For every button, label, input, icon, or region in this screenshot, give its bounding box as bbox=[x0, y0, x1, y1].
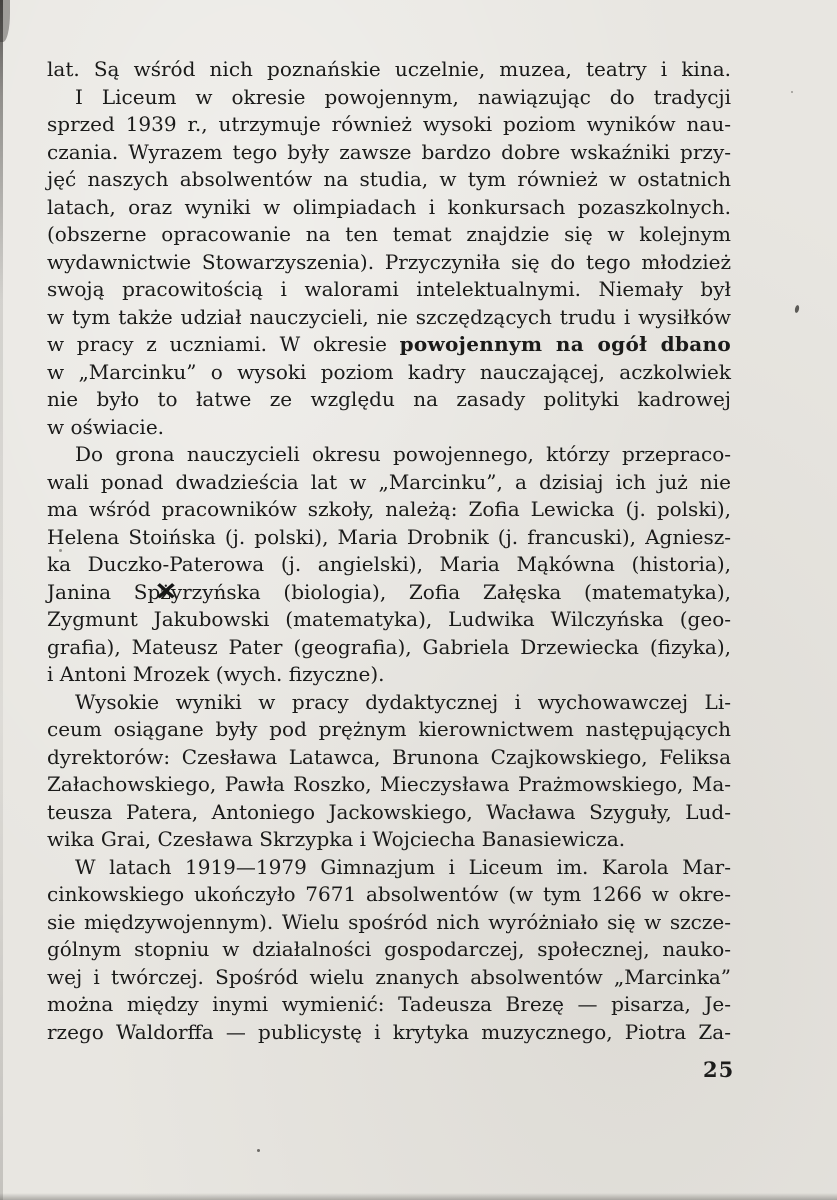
text-line: W latach 1919—1979 Gimnazjum i Liceum im. Karola Mar- bbox=[75, 854, 731, 879]
text-line: swoją pracowitością i walorami intelektualnymi. Niemały był bbox=[47, 277, 731, 301]
scan-edge-shadow-left bbox=[0, 0, 3, 1200]
text-line: wali ponad dwadzieścia lat w „Marcinku”, a dzisiaj ich już nie bbox=[47, 469, 731, 494]
text-line: Zygmunt Jakubowski (matematyka), Ludwika Wilczyńska (geo- bbox=[47, 607, 731, 631]
text-line: w tym także udział nauczycieli, nie szczędzących trudu i wysiłków bbox=[47, 304, 731, 329]
text-line: i Antoni Mrozek (wych. fizyczne). bbox=[47, 662, 385, 686]
scan-corner-smudge bbox=[0, 0, 10, 42]
text-line: teusza Patera, Antoniego Jackowskiego, Wacława Szyguły, Lud- bbox=[47, 799, 731, 824]
text-line: wej i twórczej. Spośród wielu znanych absolwentów „Marcinka” bbox=[47, 964, 731, 989]
text-line: ka Duczko-Paterowa (j. angielski), Maria Mąkówna (historia), bbox=[47, 552, 731, 576]
text-line: sprzed 1939 r., utrzymuje również wysoki poziom wyników nau- bbox=[47, 112, 731, 136]
text-line: lat. Są wśród nich poznańskie uczelnie, muzea, teatry i kina. bbox=[47, 57, 731, 81]
text-line: ma wśród pracowników szkoły, należą: Zofia Lewicka (j. polski), bbox=[47, 497, 731, 521]
scan-speck bbox=[257, 1149, 260, 1152]
text-line: dyrektorów: Czesława Latawca, Brunona Czajkowskiego, Feliksa bbox=[47, 744, 731, 769]
scan-edge-shadow-bottom bbox=[0, 1193, 837, 1200]
text-line: I Liceum w okresie powojennym, nawiązując do tradycji bbox=[75, 84, 731, 109]
scan-speck bbox=[794, 305, 800, 314]
text-line: czania. Wyrazem tego były zawsze bardzo dobre wskaźniki przy- bbox=[47, 139, 731, 164]
text-line: grafia), Mateusz Pater (geografia), Gabriela Drzewiecka (fizyka), bbox=[47, 634, 731, 659]
text-line: (obszerne opracowanie na ten temat znajdzie się w kolejnym bbox=[47, 222, 731, 246]
text-line: wika Grai, Czesława Skrzypka i Wojciecha Banasiewicza. bbox=[47, 827, 626, 851]
text-line: w „Marcinku” o wysoki poziom kadry nauczającej, aczkolwiek bbox=[47, 359, 731, 384]
text-line: rzego Waldorffa — publicystę i krytyka muzycznego, Piotra Za- bbox=[47, 1019, 731, 1044]
text-line: ceum osiągane były pod prężnym kierownictwem następujących bbox=[47, 717, 731, 741]
text-line: Do grona nauczycieli okresu powojennego, którzy przepraco- bbox=[75, 442, 731, 466]
struck-letter: ż ✕ bbox=[160, 579, 171, 607]
text-line: Janina Spż ✕yrzyńska (biologia), Zofia Załęska (matematyka), bbox=[47, 579, 731, 607]
scan-speck bbox=[791, 91, 793, 93]
body-text bbox=[47, 56, 731, 1046]
text-line: sie międzywojennym). Wielu spośród nich wyróżniało się w szcze- bbox=[47, 909, 731, 934]
text-line: latach, oraz wyniki w olimpiadach i konkursach pozaszkolnych. bbox=[47, 194, 731, 219]
text-line: wydawnictwie Stowarzyszenia). Przyczyniła się do tego młodzież bbox=[47, 249, 731, 274]
text-line: jęć naszych absolwentów na studia, w tym również w ostatnich bbox=[47, 167, 731, 191]
page-number: 25 bbox=[703, 1057, 735, 1082]
text-line: w oświacie. bbox=[47, 414, 165, 439]
text-line: Helena Stoińska (j. polski), Maria Drobnik (j. francuski), Agniesz- bbox=[47, 524, 731, 549]
text-line: nie było to łatwe ze względu na zasady polityki kadrowej bbox=[47, 387, 731, 411]
text-line: gólnym stopniu w działalności gospodarczej, społecznej, nauko- bbox=[47, 937, 731, 961]
text-line: można między inymi wymienić: Tadeusza Brezę — pisarza, Je- bbox=[47, 992, 731, 1016]
text-line: w pracy z uczniami. W okresie powojennym na ogół dbano bbox=[47, 332, 731, 356]
text-line: cinkowskiego ukończyło 7671 absolwentów (w tym 1266 w okre- bbox=[47, 882, 731, 906]
text-line: Wysokie wyniki w pracy dydaktycznej i wychowawczej Li- bbox=[75, 689, 731, 714]
text-line: Załachowskiego, Pawła Roszko, Mieczysława Prażmowskiego, Ma- bbox=[47, 772, 731, 796]
